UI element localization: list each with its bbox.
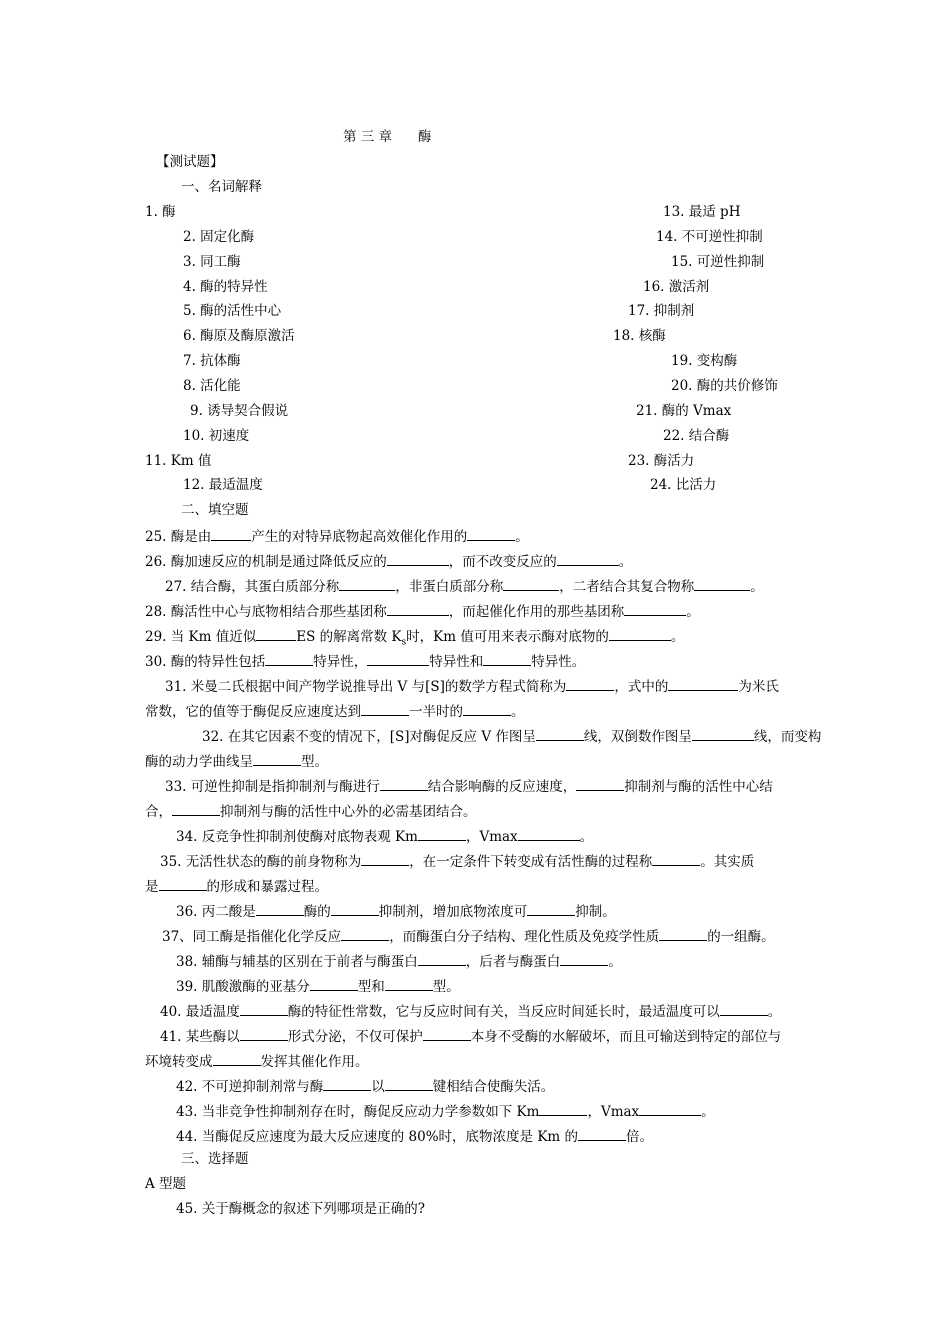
- answer-blank[interactable]: [624, 601, 686, 616]
- answer-blank[interactable]: [387, 601, 449, 616]
- answer-blank[interactable]: [652, 851, 700, 866]
- chapter-title: 第 三 章 酶: [343, 129, 432, 145]
- test-header: 【测试题】: [156, 154, 224, 170]
- section-choice-heading: 三、选择题: [181, 1151, 249, 1167]
- answer-blank[interactable]: [692, 726, 754, 741]
- question-38: 38. 辅酶与辅基的区别在于前者与酶蛋白 ，后者与酶蛋白 。: [176, 951, 622, 971]
- answer-blank[interactable]: [467, 526, 515, 541]
- answer-blank[interactable]: [213, 1051, 261, 1066]
- question-25: 25. 酶是由 产生的对特异底物起高效催化作用的 。: [145, 526, 529, 546]
- term-item: 1. 酶: [145, 204, 176, 220]
- answer-blank[interactable]: [659, 926, 707, 941]
- answer-blank[interactable]: [518, 826, 580, 841]
- answer-blank[interactable]: [539, 1101, 587, 1116]
- answer-blank[interactable]: [385, 976, 433, 991]
- section-terms-heading: 一、名词解释: [181, 179, 262, 195]
- answer-blank[interactable]: [536, 726, 584, 741]
- answer-blank[interactable]: [367, 651, 429, 666]
- term-item: 11. Km 值: [145, 453, 212, 469]
- answer-blank[interactable]: [172, 801, 220, 816]
- answer-blank[interactable]: [639, 1101, 701, 1116]
- answer-blank[interactable]: [720, 1001, 768, 1016]
- answer-blank[interactable]: [418, 951, 466, 966]
- answer-blank[interactable]: [240, 1026, 288, 1041]
- term-item: 16. 激活剂: [643, 279, 710, 295]
- term-item: 4. 酶的特异性: [183, 279, 268, 295]
- answer-blank[interactable]: [560, 951, 608, 966]
- question-42: 42. 不可逆抑制剂常与酶 以 键相结合使酶失活。: [176, 1076, 554, 1096]
- question-45: 45. 关于酶概念的叙述下列哪项是正确的?: [176, 1201, 425, 1217]
- term-item: 15. 可逆性抑制: [671, 254, 765, 270]
- term-item: 21. 酶的 Vmax: [636, 403, 732, 419]
- question-29: 29. 当 Km 值近似 ES 的解离常数 $K_s$时，Km 值可用来表示酶对底物的 。: [145, 626, 684, 652]
- answer-blank[interactable]: [463, 701, 511, 716]
- answer-blank[interactable]: [578, 1126, 626, 1141]
- answer-blank[interactable]: [527, 901, 575, 916]
- question-32-cont: 酶的动力学曲线呈 型。: [145, 751, 328, 771]
- term-item: 3. 同工酶: [183, 254, 241, 270]
- answer-blank[interactable]: [557, 551, 619, 566]
- question-41-cont: 环境转变成 发挥其催化作用。: [145, 1051, 369, 1071]
- question-28: 28. 酶活性中心与底物相结合那些基团称 ，而起催化作用的那些基团称 。: [145, 601, 700, 621]
- term-item: 14. 不可逆性抑制: [656, 229, 763, 245]
- term-item: 24. 比活力: [650, 477, 717, 493]
- question-32: 32. 在其它因素不变的情况下，[S]对酶促反应 V 作图呈 线，双倒数作图呈 线，而变构: [202, 726, 821, 746]
- question-31: 31. 米曼二氏根据中间产物学说推导出 V 与[S]的数学方程式简称为 ，式中的 为米氏: [165, 676, 779, 696]
- answer-blank[interactable]: [361, 701, 409, 716]
- answer-blank[interactable]: [576, 776, 624, 791]
- answer-blank[interactable]: [256, 626, 296, 641]
- question-35-cont: 是 的形成和暴露过程。: [145, 876, 328, 896]
- term-item: 5. 酶的活性中心: [183, 303, 282, 319]
- answer-blank[interactable]: [253, 751, 301, 766]
- term-item: 10. 初速度: [183, 428, 250, 444]
- type-a-heading: A 型题: [145, 1176, 187, 1192]
- answer-blank[interactable]: [256, 901, 304, 916]
- answer-blank[interactable]: [331, 901, 379, 916]
- term-item: 6. 酶原及酶原激活: [183, 328, 295, 344]
- answer-blank[interactable]: [418, 826, 466, 841]
- question-30: 30. 酶的特异性包括 特异性， 特异性和 特异性。: [145, 651, 585, 671]
- answer-blank[interactable]: [503, 576, 559, 591]
- answer-blank[interactable]: [387, 551, 449, 566]
- term-item: 18. 核酶: [613, 328, 666, 344]
- term-item: 17. 抑制剂: [628, 303, 695, 319]
- section-fill-heading: 二、填空题: [181, 502, 249, 518]
- answer-blank[interactable]: [265, 651, 313, 666]
- question-26: 26. 酶加速反应的机制是通过降低反应的 ，而不改变反应的 。: [145, 551, 632, 571]
- question-40: 40. 最适温度 酶的特征性常数，它与反应时间有关，当反应时间延长时，最适温度可以 。: [160, 1001, 781, 1021]
- question-33-cont: 合， 抑制剂与酶的活性中心外的必需基团结合。: [145, 801, 477, 821]
- question-34: 34. 反竞争性抑制剂使酶对底物表观 Km ，Vmax 。: [176, 826, 593, 846]
- term-item: 7. 抗体酶: [183, 353, 241, 369]
- term-item: 23. 酶活力: [628, 453, 695, 469]
- answer-blank[interactable]: [240, 1001, 288, 1016]
- answer-blank[interactable]: [341, 926, 389, 941]
- question-27: 27. 结合酶，其蛋白质部分称 ，非蛋白质部分称 ，二者结合其复合物称 。: [165, 576, 764, 596]
- answer-blank[interactable]: [483, 651, 531, 666]
- term-item: 2. 固定化酶: [183, 229, 255, 245]
- term-item: 22. 结合酶: [663, 428, 730, 444]
- question-36: 36. 丙二酸是 酶的 抑制剂，增加底物浓度可 抑制。: [176, 901, 616, 921]
- answer-blank[interactable]: [609, 626, 671, 641]
- answer-blank[interactable]: [310, 976, 358, 991]
- answer-blank[interactable]: [339, 576, 395, 591]
- question-43: 43. 当非竞争性抑制剂存在时，酶促反应动力学参数如下 Km ，Vmax 。: [176, 1101, 715, 1121]
- term-item: 12. 最适温度: [183, 477, 263, 493]
- answer-blank[interactable]: [361, 851, 409, 866]
- answer-blank[interactable]: [159, 876, 207, 891]
- answer-blank[interactable]: [668, 676, 738, 691]
- question-41: 41. 某些酶以 形式分泌，不仅可保护 本身不受酶的水解破坏，而且可输送到特定的部位与: [160, 1026, 781, 1046]
- term-item: 9. 诱导契合假说: [190, 403, 289, 419]
- answer-blank[interactable]: [385, 1076, 433, 1091]
- term-item: 20. 酶的共价修饰: [671, 378, 778, 394]
- answer-blank[interactable]: [423, 1026, 471, 1041]
- term-item: 13. 最适 pH: [663, 204, 741, 220]
- question-37: 37、同工酶是指催化化学反应 ，而酶蛋白分子结构、理化性质及免疫学性质 的一组酶。: [162, 926, 775, 946]
- answer-blank[interactable]: [694, 576, 750, 591]
- question-35: 35. 无活性状态的酶的前身物称为 ，在一定条件下转变成有活性酶的过程称 。其实质: [160, 851, 754, 871]
- term-item: 8. 活化能: [183, 378, 241, 394]
- answer-blank[interactable]: [566, 676, 614, 691]
- term-item: 19. 变构酶: [671, 353, 738, 369]
- answer-blank[interactable]: [323, 1076, 371, 1091]
- question-33: 33. 可逆性抑制是指抑制剂与酶进行 结合影响酶的反应速度， 抑制剂与酶的活性中心结: [165, 776, 773, 796]
- answer-blank[interactable]: [211, 526, 251, 541]
- answer-blank[interactable]: [380, 776, 428, 791]
- question-44: 44. 当酶促反应速度为最大反应速度的 80%时，底物浓度是 Km 的 倍。: [176, 1126, 653, 1146]
- question-39: 39. 肌酸激酶的亚基分 型和 型。: [176, 976, 460, 996]
- question-31-cont: 常数，它的值等于酶促反应速度达到 一半时的 。: [145, 701, 525, 721]
